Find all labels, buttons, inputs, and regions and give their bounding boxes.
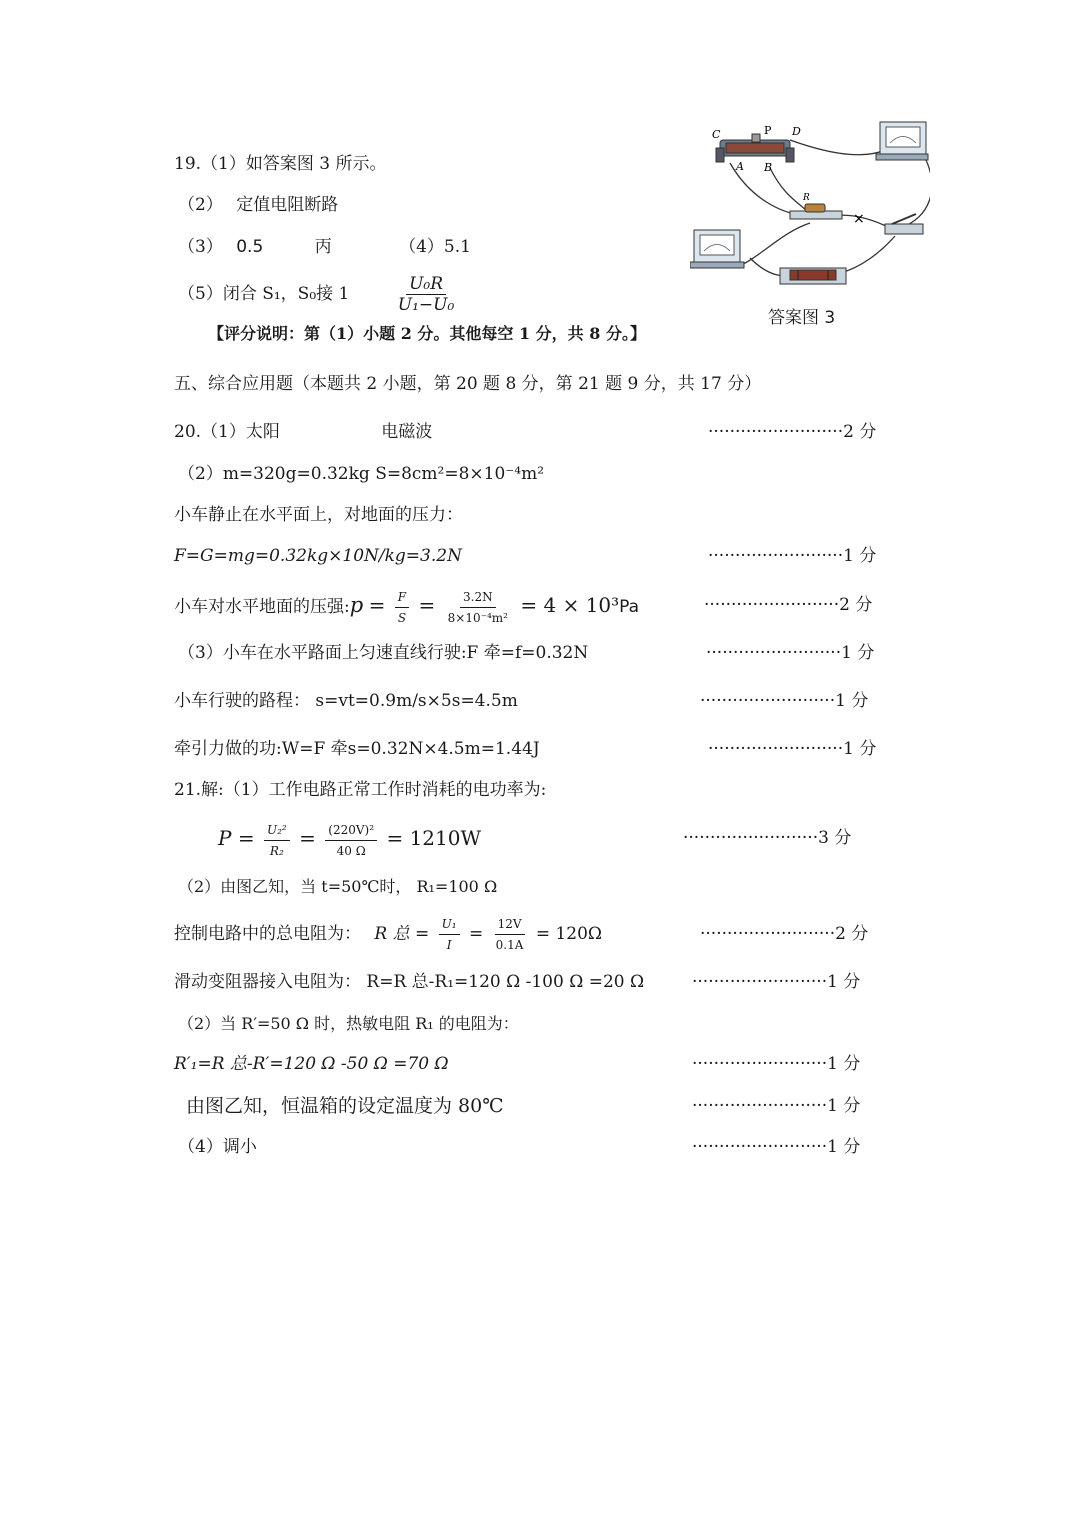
q21-l4-num1: U₁ [439, 914, 460, 935]
q21-l2-den1: R₂ [269, 844, 284, 858]
q20-l6-score: ·························1 分 [706, 643, 875, 663]
q19-l5-denominator: U₁−U₀ [397, 295, 455, 315]
q20-l5-p: p [349, 593, 364, 617]
q21-line6: （2）当 R′=50 Ω 时，热敏电阻 R₁ 的电阻为： [178, 1014, 519, 1033]
q20-l5-den: 8×10⁻⁴m² [447, 611, 508, 625]
q21-l7-score: ·························1 分 [692, 1054, 861, 1074]
q20-l1a: 20.（1）太阳 [174, 422, 280, 442]
q20-line2: （2）m=320g=0.32kg S=8cm²=8×10⁻⁴m² [178, 464, 545, 484]
ammeter [876, 122, 928, 160]
q21-l2-result: = 1210W [386, 826, 482, 850]
battery [780, 268, 846, 284]
q21-line5: 滑动变阻器接入电阻为： R=R 总-R₁=120 Ω -100 Ω =20 Ω [174, 972, 645, 992]
q19-l5-fraction [395, 274, 458, 315]
q20-line1 [174, 420, 432, 444]
q20-line7: 小车行驶的路程： s=vt=0.9m/s×5s=4.5m [174, 691, 518, 711]
q21-line9: （4）调小 [178, 1137, 257, 1157]
q20-line8: 牵引力做的功:W=F 牵s=0.32N×4.5m=1.44J [174, 739, 540, 759]
q20-l5-fs-fraction [395, 587, 409, 628]
q20-l5-S: S [397, 611, 407, 625]
q21-l2-fraction1 [264, 820, 290, 861]
q21-l4-R: R 总 = [374, 924, 430, 944]
q21-line4: 控制电路中的总电阻为： R 总 = $\frac{\text{U₁}}{I}$ = $\frac{12V}{0.1A}$ = 120Ω [174, 912, 602, 956]
q20-l5-num: 3.2N [460, 587, 496, 608]
q20-l1-score: ·························2 分 [708, 422, 877, 442]
label-D: D [792, 125, 801, 138]
q19-l3-num: （3） [178, 237, 223, 257]
q19-line1: 19.（1）如答案图 3 所示。 [174, 154, 387, 174]
switch [885, 214, 923, 234]
q19-line5 [178, 270, 461, 318]
q19-l3-b: 丙 [314, 237, 332, 257]
q21-l8-score: ·························1 分 [692, 1096, 861, 1116]
q21-l2-num1: U₂² [264, 820, 290, 841]
label-C: C [712, 128, 721, 141]
label-R: R [803, 193, 810, 203]
q19-line2 [178, 193, 338, 217]
q19-l3-c: （4）5.1 [399, 237, 471, 257]
q21-l4-prefix: 控制电路中的总电阻为： [174, 924, 361, 944]
q20-l5-score: ·························2 分 [704, 595, 873, 615]
q20-l5-F: F [395, 587, 409, 608]
q21-l4-score: ·························2 分 [700, 924, 869, 944]
q19-scoring-note: 【评分说明：第（1）小题 2 分。其他每空 1 分，共 8 分。】 [208, 324, 646, 343]
q21-line1: 21.解:（1）工作电路正常工作时消耗的电功率为: [174, 780, 547, 800]
q20-l1b: 电磁波 [381, 422, 433, 442]
q20-l5-prefix: 小车对水平地面的压强: [174, 597, 350, 617]
break-mark: × [853, 211, 865, 227]
q21-l2-score: ·························3 分 [683, 828, 852, 848]
circuit-figure [690, 118, 930, 298]
q20-l8-score: ·························1 分 [708, 739, 877, 759]
q20-l5-result: = 4 × 10³ [520, 593, 620, 617]
q21-line2: P = $\frac{\text{U₂²}}{\text{R₂}}$ = $\frac{\text{(220V)²}}{40 \Omega}$ = 1210W [218, 814, 481, 864]
q19-l5-text: （5）闭合 S₁，S₀接 1 [178, 284, 350, 304]
voltmeter [690, 230, 744, 268]
label-P: P [764, 124, 772, 137]
q21-l4-den1: I [446, 938, 452, 952]
q21-l4-fraction1 [439, 914, 460, 955]
q21-l2-num2: (220V)² [325, 820, 377, 841]
section5-heading: 五、综合应用题（本题共 2 小题，第 20 题 8 分，第 21 题 9 分，共 17 分） [174, 374, 762, 394]
q20-l5-value-fraction [445, 587, 511, 628]
q21-l4-result: = 120Ω [535, 924, 603, 944]
q19-line3 [178, 235, 471, 259]
q21-l4-den2: 0.1A [495, 938, 524, 952]
q20-l5-unit: Pa [619, 597, 640, 617]
q20-l7-score: ·························1 分 [700, 691, 869, 711]
q21-l2-fraction2 [325, 820, 377, 861]
figure-caption: 答案图 3 [768, 308, 836, 328]
q20-line5: 小车对水平地面的压强:p = $\frac{F}{S}$ = $\frac{3.2N}{\text{8×10⁻⁴m²}}$ = 4 × 10³Pa [174, 582, 639, 630]
q20-line6: （3）小车在水平路面上匀速直线行驶:F 牵=f=0.32N [178, 643, 589, 663]
label-B: B [764, 161, 773, 174]
q21-l2-den2: 40 Ω [336, 844, 366, 858]
q21-l9-score: ·························1 分 [692, 1137, 861, 1157]
q19-l2-num: （2） [178, 195, 223, 215]
q20-line4: F=G=mg=0.32kg×10N/kg=3.2N [174, 546, 462, 566]
q21-l2-P: P = [218, 826, 255, 850]
q21-l4-num2: 12V [495, 914, 525, 935]
q21-line8: 由图乙知，恒温箱的设定温度为 80℃ [186, 1095, 504, 1117]
resistor [790, 204, 842, 219]
q21-l4-fraction2 [493, 914, 527, 955]
q19-l2-text: 定值电阻断路 [236, 195, 339, 215]
q19-l3-a: 0.5 [236, 237, 264, 257]
q19-l5-numerator: U₀R [406, 274, 446, 295]
q21-line7: R′₁=R 总-R′=120 Ω -50 Ω =70 Ω [174, 1054, 449, 1074]
q21-l5-score: ·························1 分 [692, 972, 861, 992]
q20-l4-score: ·························1 分 [708, 546, 877, 566]
label-A: A [736, 160, 744, 173]
q21-line3: （2）由图乙知，当 t=50℃时， R₁=100 Ω [178, 877, 498, 896]
q20-line3: 小车静止在水平面上，对地面的压力： [174, 505, 463, 525]
rheostat [716, 134, 794, 162]
